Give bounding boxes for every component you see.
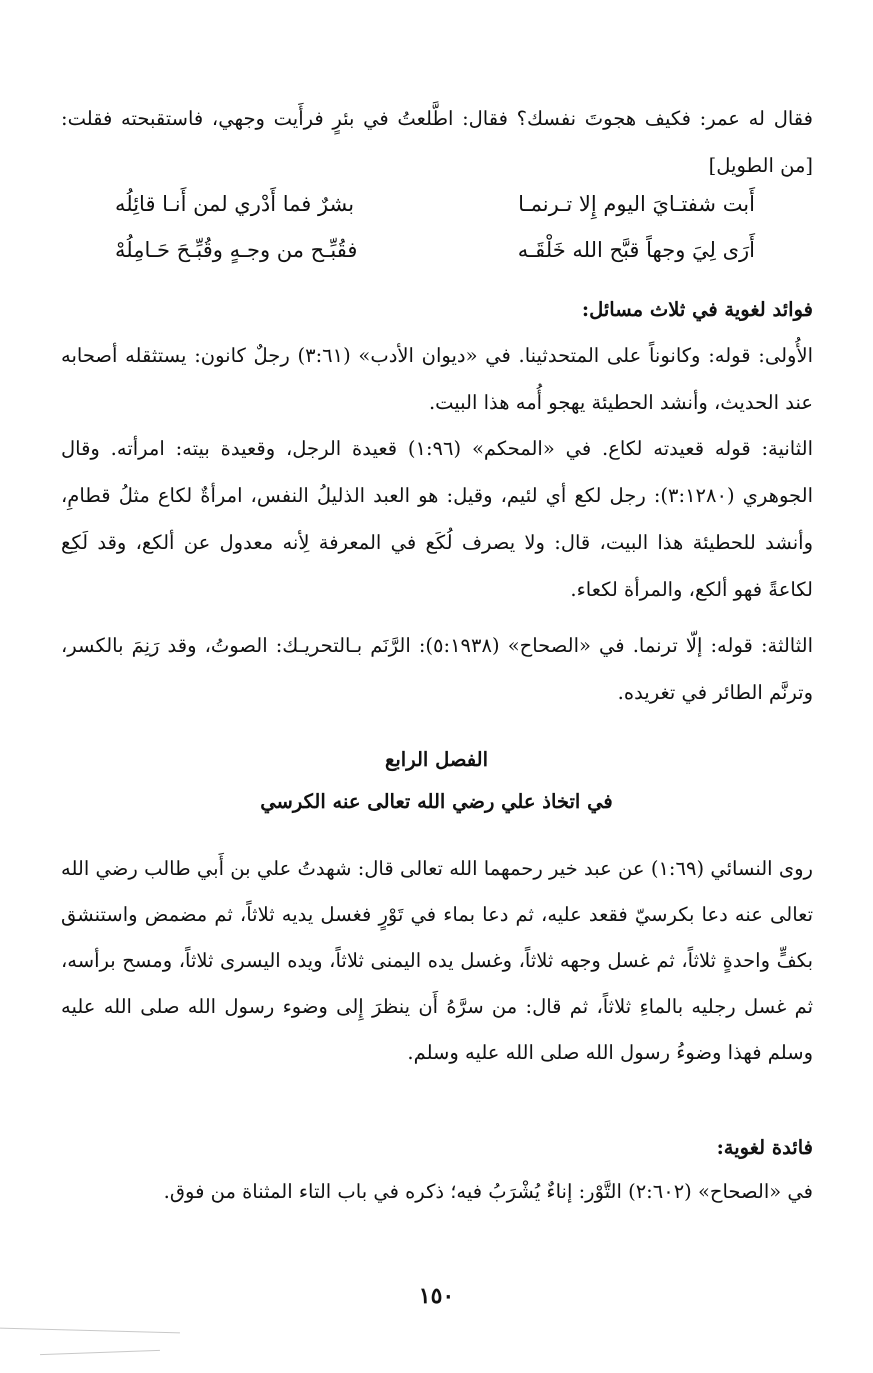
scan-edge-mark [40, 1350, 160, 1355]
note-third: الثالثة: قوله: إلّا ترنما. في «الصحاح» (٥:١٩٣٨): الرَّنَم بـالتحريـك: الصوتُ، وقد رَنِمَ بالكسر، وترنَّم الطائر في تغريده. [61, 634, 813, 704]
linguistic-note-paragraph: في «الصحاح» (٢:٦٠٢) التَّوْر: إناءٌ يُشْرَبُ فيه؛ ذكره في باب التاء المثناة من فوق. [163, 1180, 813, 1203]
note-second: الثانية: قوله قعيدته لكاع. في «المحكم» (١:٩٦) قعيدة الرجل، وقعيدة بيته: امرأته. وقال الجوهري (٣:١٢٨٠): رجل لكع أي لئيم، وقيل: هو العبد الذليلُ النفس، امرأةٌ لكاع مثلُ قطامِ، وأنشد للحطيئة هذا البيت، قال: ولا يصرف لُكَع في المعرفة لِأنه معدول عن ألكع، وقد لَكِع لكاعةً فهو ألكع، والمرأة لكعاء. [61, 437, 813, 601]
poem-verse-2 [115, 238, 755, 278]
poem-verse-2-second-hemistich: فقُبِّـح من وجـهٍ وقُبِّـحَ حَـامِلُهْ [115, 238, 358, 262]
chapter-title: الفصل الرابع [384, 748, 489, 771]
chapter-subtitle: في اتخاذ علي رضي الله تعالى عنه الكرسي [260, 790, 613, 813]
page-number: ١٥٠ [418, 1283, 455, 1309]
note-first: الأُولى: قوله: وكانوناً على المتحدثينا. في «ديوان الأدب» (٣:٦١) رجلٌ كانون: يستثقله أصحابه عند الحديث، وأنشد الحطيئة يهجو أُمه هذا البيت. [61, 344, 813, 414]
intro-paragraph: فقال له عمر: فكيف هجوتَ نفسك؟ فقال: اطَّلعتُ في بئرٍ فرأَيت وجهي، فاستقبحته فقلت:[من الطويل] [61, 107, 813, 177]
poem-verse-2-first-hemistich: أَرَى لِيَ وجهاً قبَّح الله خَلْقَـه [517, 238, 755, 262]
linguistic-notes-heading: فوائد لغوية في ثلاث مسائل: [581, 298, 813, 321]
narration-paragraph: روى النسائي (١:٦٩) عن عبد خير رحمهما الله تعالى قال: شهدتُ علي بن أَبي طالب رضي الله تعالى عنه دعا بكرسيّ فقعد عليه، ثم دعا بماء في تَوْرٍ فغسل يديه ثلاثاً، ثم مضمض واستنشق بكفٍّ واحدةٍ ثلاثاً، ثم غسل وجهه ثلاثاً، وغسل يده اليمنى ثلاثاً، ويده اليسرى ثلاثاً، ومسح برأسه، ثم غسل رجليه بالماءِ ثلاثاً، ثم قال: من سرَّهُ أَن ينظرَ إِلى وضوء رسول الله صلى الله عليه وسلم فهذا وضوءُ رسول الله صلى الله عليه وسلم. [61, 857, 813, 1064]
poem-verse-1 [115, 192, 755, 232]
linguistic-note-heading: فائدة لغوية: [716, 1136, 813, 1159]
poem-verse-1-first-hemistich: أَبت شفتـايَ اليوم إِلا تـرنمـا [518, 192, 755, 216]
poem-verse-1-second-hemistich: بشرٌ فما أَدْري لمن أَنـا قائِلُه [115, 192, 355, 216]
scan-edge-mark [0, 1328, 180, 1334]
